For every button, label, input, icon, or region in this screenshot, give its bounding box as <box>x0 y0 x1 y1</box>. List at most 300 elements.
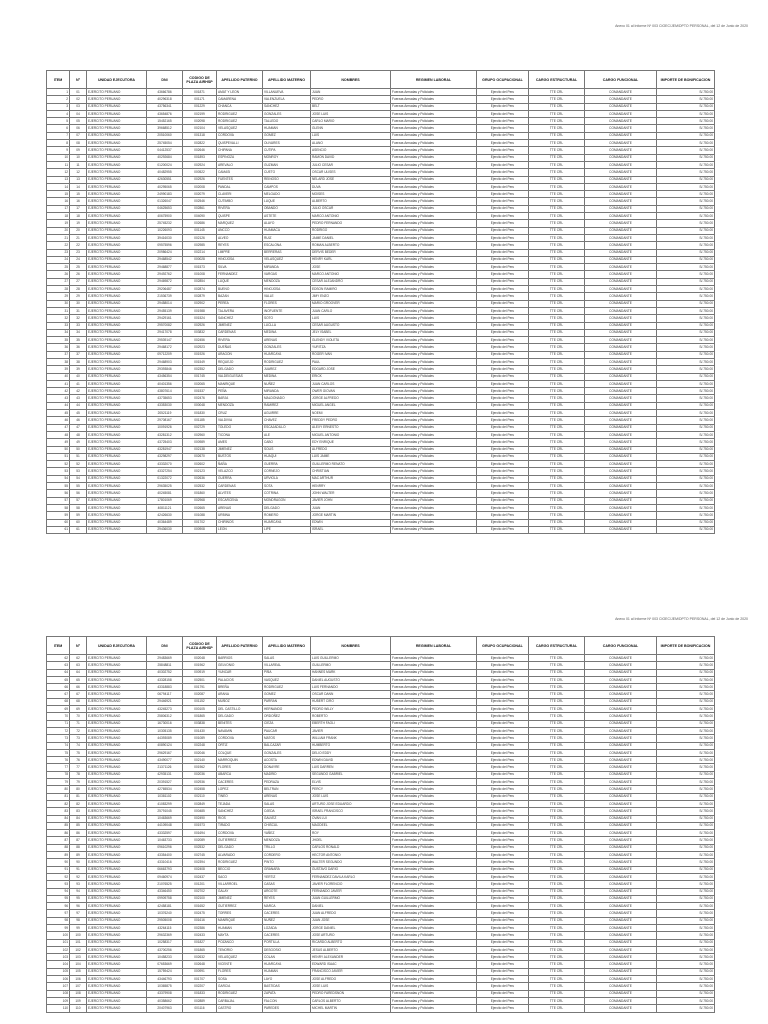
unidad-cell: EJERCITO PERUANO <box>87 720 147 727</box>
cargo-estructural-cell: TTE CRL <box>529 249 585 256</box>
item-cell: 97 <box>47 910 70 917</box>
item-cell: 43 <box>47 395 70 402</box>
regimen-cell: Fuerzas Armadas y Policiales <box>391 380 477 387</box>
cargo-estructural-cell: TTE CRL <box>529 910 585 917</box>
table-row <box>47 662 715 669</box>
grupo-cell: Ejercito del Peru <box>477 337 529 344</box>
paternal-surname-cell: BARRIOS <box>217 655 263 662</box>
cargo-funcional-cell: COMANDANTE <box>585 830 657 837</box>
grupo-cell: Ejercito del Peru <box>477 676 529 683</box>
item-cell: 39 <box>47 366 70 373</box>
cargo-estructural-cell: TTE CRL <box>529 286 585 293</box>
plaza-code-cell: 002476 <box>183 395 217 402</box>
regimen-cell: Fuerzas Armadas y Policiales <box>391 713 477 720</box>
grupo-cell: Ejercito del Peru <box>477 191 529 198</box>
regimen-cell: Fuerzas Armadas y Policiales <box>391 881 477 888</box>
names-cell: LUIS <box>311 315 391 322</box>
names-cell: JUAN <box>311 504 391 511</box>
cargo-funcional-cell: COMANDANTE <box>585 431 657 438</box>
unidad-cell: EJERCITO PERUANO <box>87 961 147 968</box>
number-cell: 01 <box>70 89 87 96</box>
cargo-funcional-cell: COMANDANTE <box>585 380 657 387</box>
table-row <box>47 895 715 902</box>
plaza-code-cell: 002936 <box>183 779 217 786</box>
paternal-surname-cell: CORDOVA <box>217 830 263 837</box>
grupo-cell: Ejercito del Peru <box>477 852 529 859</box>
cargo-funcional-cell: COMANDANTE <box>585 329 657 336</box>
column-header: REGIMEN LABORAL <box>391 637 477 655</box>
names-cell: JAIME DANIEL <box>311 234 391 241</box>
cargo-funcional-cell: COMANDANTE <box>585 300 657 307</box>
importe-cell: S/.750.00 <box>657 453 715 460</box>
importe-cell: S/.750.00 <box>657 110 715 117</box>
grupo-cell: Ejercito del Peru <box>477 512 529 519</box>
item-cell: 84 <box>47 815 70 822</box>
item-cell: 88 <box>47 844 70 851</box>
grupo-cell: Ejercito del Peru <box>477 322 529 329</box>
names-cell: JOSE LUIS <box>311 793 391 800</box>
plaza-code-cell: 001185 <box>183 417 217 424</box>
dni-cell: 29539147 <box>147 337 183 344</box>
number-cell: 29 <box>70 293 87 300</box>
table-row <box>47 366 715 373</box>
plaza-code-cell: 002008 <box>183 183 217 190</box>
cargo-estructural-cell: TTE CRL <box>529 110 585 117</box>
names-cell: ROMAN ALBERTO <box>311 242 391 249</box>
unidad-cell: EJERCITO PERUANO <box>87 706 147 713</box>
importe-cell: S/.750.00 <box>657 410 715 417</box>
dni-cell: 20986424 <box>147 249 183 256</box>
plaza-code-cell: 002408 <box>183 866 217 873</box>
regimen-cell: Fuerzas Armadas y Policiales <box>391 720 477 727</box>
table-row <box>47 293 715 300</box>
item-cell: 48 <box>47 431 70 438</box>
maternal-surname-cell: PINTO <box>263 859 311 866</box>
grupo-cell: Ejercito del Peru <box>477 881 529 888</box>
maternal-surname-cell: VARGAS <box>263 271 311 278</box>
grupo-cell: Ejercito del Peru <box>477 373 529 380</box>
dni-cell: 43298297 <box>147 453 183 460</box>
table-row <box>47 161 715 168</box>
unidad-cell: EJERCITO PERUANO <box>87 366 147 373</box>
item-cell: 45 <box>47 410 70 417</box>
cargo-estructural-cell: TTE CRL <box>529 655 585 662</box>
cargo-estructural-cell: TTE CRL <box>529 895 585 902</box>
table-row <box>47 278 715 285</box>
dni-cell: 09712209 <box>147 351 183 358</box>
importe-cell: S/.750.00 <box>657 497 715 504</box>
column-header: IMPORTE DE BONIFICACION <box>657 71 715 89</box>
item-cell: 67 <box>47 691 70 698</box>
paternal-surname-cell: CASTRO <box>217 1005 263 1012</box>
grupo-cell: Ejercito del Peru <box>477 669 529 676</box>
number-cell: 69 <box>70 706 87 713</box>
importe-cell: S/.750.00 <box>657 512 715 519</box>
plaza-code-cell: 002386 <box>183 924 217 931</box>
grupo-cell: Ejercito del Peru <box>477 96 529 103</box>
number-cell: 53 <box>70 468 87 475</box>
unidad-cell: EJERCITO PERUANO <box>87 954 147 961</box>
cargo-estructural-cell: TTE CRL <box>529 512 585 519</box>
cargo-funcional-cell: COMANDANTE <box>585 446 657 453</box>
dni-cell: 43318883 <box>147 684 183 691</box>
regimen-cell: Fuerzas Armadas y Policiales <box>391 990 477 997</box>
maternal-surname-cell: DESGOSIO <box>263 946 311 953</box>
plaza-code-cell: 002985 <box>183 242 217 249</box>
regimen-cell: Fuerzas Armadas y Policiales <box>391 786 477 793</box>
unidad-cell: EJERCITO PERUANO <box>87 249 147 256</box>
importe-cell: S/.750.00 <box>657 939 715 946</box>
cargo-funcional-cell: COMANDANTE <box>585 286 657 293</box>
importe-cell: S/.750.00 <box>657 446 715 453</box>
number-cell: 81 <box>70 793 87 800</box>
names-cell: EDGARD JOSE <box>311 366 391 373</box>
importe-cell: S/.750.00 <box>657 234 715 241</box>
importe-cell: S/.750.00 <box>657 983 715 990</box>
number-cell: 76 <box>70 757 87 764</box>
table-row <box>47 504 715 511</box>
table-row <box>47 830 715 837</box>
grupo-cell: Ejercito del Peru <box>477 395 529 402</box>
paternal-surname-cell: SOSA <box>217 976 263 983</box>
importe-cell: S/.750.00 <box>657 118 715 125</box>
table-row <box>47 344 715 351</box>
regimen-cell: Fuerzas Armadas y Policiales <box>391 698 477 705</box>
importe-cell: S/.750.00 <box>657 132 715 139</box>
number-cell: 43 <box>70 395 87 402</box>
cargo-estructural-cell: TTE CRL <box>529 446 585 453</box>
maternal-surname-cell: PIÑA <box>263 669 311 676</box>
cargo-estructural-cell: TTE CRL <box>529 234 585 241</box>
cargo-funcional-cell: COMANDANTE <box>585 713 657 720</box>
table-row <box>47 490 715 497</box>
regimen-cell: Fuerzas Armadas y Policiales <box>391 191 477 198</box>
dni-cell: 01200024 <box>147 161 183 168</box>
plaza-code-cell: 001229 <box>183 103 217 110</box>
number-cell: 55 <box>70 483 87 490</box>
cargo-funcional-cell: COMANDANTE <box>585 118 657 125</box>
plaza-code-cell: 002104 <box>183 125 217 132</box>
item-cell: 72 <box>47 727 70 734</box>
plaza-code-cell: 001893 <box>183 154 217 161</box>
cargo-estructural-cell: TTE CRL <box>529 161 585 168</box>
importe-cell: S/.750.00 <box>657 227 715 234</box>
importe-cell: S/.750.00 <box>657 424 715 431</box>
paternal-surname-cell: CARBAJAL <box>217 997 263 1004</box>
names-cell: JUAN GUILLERMO <box>311 895 391 902</box>
number-cell: 103 <box>70 954 87 961</box>
cargo-funcional-cell: COMANDANTE <box>585 793 657 800</box>
dni-cell: 01326047 <box>147 198 183 205</box>
regimen-cell: Fuerzas Armadas y Policiales <box>391 676 477 683</box>
cargo-estructural-cell: TTE CRL <box>529 961 585 968</box>
number-cell: 28 <box>70 286 87 293</box>
table-row <box>47 213 715 220</box>
table-row <box>47 140 715 147</box>
cargo-funcional-cell: COMANDANTE <box>585 932 657 939</box>
item-cell: 81 <box>47 793 70 800</box>
dni-cell: 09909758 <box>147 895 183 902</box>
grupo-cell: Ejercito del Peru <box>477 946 529 953</box>
names-cell: RODRIGO <box>311 227 391 234</box>
cargo-estructural-cell: TTE CRL <box>529 720 585 727</box>
regimen-cell: Fuerzas Armadas y Policiales <box>391 249 477 256</box>
unidad-cell: EJERCITO PERUANO <box>87 830 147 837</box>
importe-cell: S/.750.00 <box>657 852 715 859</box>
table-row <box>47 669 715 676</box>
item-cell: 42 <box>47 388 70 395</box>
plaza-code-cell: 002501 <box>183 676 217 683</box>
dni-cell: 29468172 <box>147 344 183 351</box>
item-cell: 100 <box>47 932 70 939</box>
importe-cell: S/.750.00 <box>657 866 715 873</box>
importe-cell: S/.750.00 <box>657 961 715 968</box>
dni-cell: 42935131 <box>147 771 183 778</box>
table-row <box>47 997 715 1004</box>
column-header: UNIDAD EJECUTORA <box>87 71 147 89</box>
plaza-code-cell: 002458 <box>183 786 217 793</box>
grupo-cell: Ejercito del Peru <box>477 439 529 446</box>
regimen-cell: Fuerzas Armadas y Policiales <box>391 256 477 263</box>
names-cell: NOEMI <box>311 410 391 417</box>
plaza-code-cell: 002248 <box>183 742 217 749</box>
cargo-estructural-cell: TTE CRL <box>529 373 585 380</box>
plaza-code-cell: 002879 <box>183 293 217 300</box>
number-cell: 06 <box>70 125 87 132</box>
cargo-estructural-cell: TTE CRL <box>529 424 585 431</box>
unidad-cell: EJERCITO PERUANO <box>87 227 147 234</box>
unidad-cell: EJERCITO PERUANO <box>87 924 147 931</box>
names-cell: EDWIN <box>311 519 391 526</box>
importe-cell: S/.750.00 <box>657 351 715 358</box>
cargo-funcional-cell: COMANDANTE <box>585 307 657 314</box>
column-header: CODIGO DE PLAZA AIRHSP <box>183 637 217 655</box>
regimen-cell: Fuerzas Armadas y Policiales <box>391 800 477 807</box>
table-row <box>47 220 715 227</box>
number-cell: 79 <box>70 779 87 786</box>
unidad-cell: EJERCITO PERUANO <box>87 242 147 249</box>
dni-cell: 43735653 <box>147 395 183 402</box>
column-header: NOMBRES <box>311 71 391 89</box>
number-cell: 67 <box>70 691 87 698</box>
regimen-cell: Fuerzas Armadas y Policiales <box>391 917 477 924</box>
regimen-cell: Fuerzas Armadas y Policiales <box>391 402 477 409</box>
dni-cell: 15452165 <box>147 118 183 125</box>
dni-cell: 10226093 <box>147 227 183 234</box>
cargo-estructural-cell: TTE CRL <box>529 822 585 829</box>
maternal-surname-cell: ARENAS <box>263 793 311 800</box>
regimen-cell: Fuerzas Armadas y Policiales <box>391 118 477 125</box>
cargo-funcional-cell: COMANDANTE <box>585 110 657 117</box>
grupo-cell: Ejercito del Peru <box>477 446 529 453</box>
cargo-estructural-cell: TTE CRL <box>529 132 585 139</box>
maternal-surname-cell: GRANARA <box>263 866 311 873</box>
cargo-funcional-cell: COMANDANTE <box>585 895 657 902</box>
cargo-estructural-cell: TTE CRL <box>529 89 585 96</box>
importe-cell: S/.750.00 <box>657 706 715 713</box>
maternal-surname-cell: CASAS <box>263 881 311 888</box>
dni-cell: 43725403 <box>147 439 183 446</box>
maternal-surname-cell: MONROY <box>263 154 311 161</box>
grupo-cell: Ejercito del Peru <box>477 519 529 526</box>
item-cell: 85 <box>47 822 70 829</box>
grupo-cell: Ejercito del Peru <box>477 815 529 822</box>
item-cell: 7 <box>47 132 70 139</box>
plaza-code-cell: 002924 <box>183 161 217 168</box>
regimen-cell: Fuerzas Armadas y Policiales <box>391 264 477 271</box>
importe-cell: S/.750.00 <box>657 526 715 533</box>
names-cell: FREDDY PEDRO <box>311 417 391 424</box>
paternal-surname-cell: MENDOZA <box>217 402 263 409</box>
cargo-funcional-cell: COMANDANTE <box>585 512 657 519</box>
grupo-cell: Ejercito del Peru <box>477 837 529 844</box>
dni-cell: 43807614 <box>147 388 183 395</box>
number-cell: 63 <box>70 662 87 669</box>
cargo-estructural-cell: TTE CRL <box>529 337 585 344</box>
paternal-surname-cell: AMES <box>217 439 263 446</box>
maternal-surname-cell: LIPE <box>263 526 311 533</box>
grupo-cell: Ejercito del Peru <box>477 779 529 786</box>
item-cell: 90 <box>47 859 70 866</box>
names-cell: DANIEL AUGUSTO <box>311 676 391 683</box>
plaza-code-cell: 001707 <box>183 976 217 983</box>
maternal-surname-cell: ORDOÑEZ <box>263 713 311 720</box>
importe-cell: S/.750.00 <box>657 256 715 263</box>
names-cell: PEDRO FAREDSNON <box>311 990 391 997</box>
unidad-cell: EJERCITO PERUANO <box>87 322 147 329</box>
item-cell: 101 <box>47 939 70 946</box>
cargo-estructural-cell: TTE CRL <box>529 402 585 409</box>
dni-cell: 24990183 <box>147 191 183 198</box>
regimen-cell: Fuerzas Armadas y Policiales <box>391 954 477 961</box>
importe-cell: S/.750.00 <box>657 176 715 183</box>
paternal-surname-cell: GUERRA <box>217 475 263 482</box>
unidad-cell: EJERCITO PERUANO <box>87 800 147 807</box>
names-cell: JIMY ENZO <box>311 293 391 300</box>
number-cell: 33 <box>70 322 87 329</box>
plaza-code-cell: 002110 <box>183 793 217 800</box>
names-cell: ALFREDO <box>311 446 391 453</box>
dni-cell: 29632369 <box>147 932 183 939</box>
importe-cell: S/.750.00 <box>657 183 715 190</box>
plaza-code-cell: 001745 <box>183 373 217 380</box>
paternal-surname-cell: BENITES <box>217 720 263 727</box>
unidad-cell: EJERCITO PERUANO <box>87 373 147 380</box>
maternal-surname-cell: HUAQUI <box>263 453 311 460</box>
plaza-code-cell: 002352 <box>183 366 217 373</box>
maternal-surname-cell: CHAVEZ <box>263 417 311 424</box>
unidad-cell: EJERCITO PERUANO <box>87 234 147 241</box>
number-cell: 91 <box>70 866 87 873</box>
maternal-surname-cell: HUAMAN <box>263 125 311 132</box>
item-cell: 13 <box>47 176 70 183</box>
maternal-surname-cell: JUAREZ <box>263 366 311 373</box>
names-cell: EDSON RAMIRO <box>311 286 391 293</box>
cargo-estructural-cell: TTE CRL <box>529 380 585 387</box>
importe-cell: S/.750.00 <box>657 300 715 307</box>
regimen-cell: Fuerzas Armadas y Policiales <box>391 322 477 329</box>
table-row <box>47 924 715 931</box>
unidad-cell: EJERCITO PERUANO <box>87 278 147 285</box>
table-row <box>47 512 715 519</box>
cargo-funcional-cell: COMANDANTE <box>585 453 657 460</box>
importe-cell: S/.750.00 <box>657 373 715 380</box>
names-cell: JUAN CARLO <box>311 307 391 314</box>
maternal-surname-cell: VALENZUELA <box>263 96 311 103</box>
column-header: ITEM <box>47 71 70 89</box>
plaza-code-cell: 002532 <box>183 483 217 490</box>
cargo-funcional-cell: COMANDANTE <box>585 293 657 300</box>
paternal-surname-cell: TIRADO <box>217 822 263 829</box>
cargo-estructural-cell: TTE CRL <box>529 431 585 438</box>
unidad-cell: EJERCITO PERUANO <box>87 519 147 526</box>
item-cell: 50 <box>47 446 70 453</box>
cargo-funcional-cell: COMANDANTE <box>585 358 657 365</box>
regimen-cell: Fuerzas Armadas y Policiales <box>391 220 477 227</box>
names-cell: EBERTH FAOLI <box>311 720 391 727</box>
cargo-estructural-cell: TTE CRL <box>529 300 585 307</box>
item-cell: 55 <box>47 483 70 490</box>
maternal-surname-cell: GOMEZ <box>263 691 311 698</box>
importe-cell: S/.750.00 <box>657 380 715 387</box>
plaza-code-cell: 004090 <box>183 213 217 220</box>
table-row <box>47 154 715 161</box>
plaza-code-cell: 002665 <box>183 504 217 511</box>
maternal-surname-cell: ASTETE <box>263 213 311 220</box>
number-cell: 98 <box>70 917 87 924</box>
names-cell: DANIEL <box>311 903 391 910</box>
plaza-code-cell: 002923 <box>183 344 217 351</box>
regimen-cell: Fuerzas Armadas y Policiales <box>391 213 477 220</box>
dni-cell: 40401356 <box>147 380 183 387</box>
maternal-surname-cell: GUZMAN <box>263 161 311 168</box>
table-row <box>47 655 715 662</box>
maternal-surname-cell: HUARCAYA <box>263 519 311 526</box>
cargo-funcional-cell: COMANDANTE <box>585 205 657 212</box>
cargo-funcional-cell: COMANDANTE <box>585 475 657 482</box>
item-cell: 33 <box>47 322 70 329</box>
cargo-estructural-cell: TTE CRL <box>529 997 585 1004</box>
cargo-funcional-cell: COMANDANTE <box>585 322 657 329</box>
paternal-surname-cell: ORTIZ <box>217 742 263 749</box>
number-cell: 82 <box>70 800 87 807</box>
grupo-cell: Ejercito del Peru <box>477 526 529 533</box>
cargo-estructural-cell: TTE CRL <box>529 852 585 859</box>
item-cell: 5 <box>47 118 70 125</box>
table-row <box>47 337 715 344</box>
cargo-estructural-cell: TTE CRL <box>529 453 585 460</box>
number-cell: 71 <box>70 720 87 727</box>
cargo-funcional-cell: COMANDANTE <box>585 468 657 475</box>
table-row <box>47 684 715 691</box>
paternal-surname-cell: HINOJOSA <box>217 256 263 263</box>
regimen-cell: Fuerzas Armadas y Policiales <box>391 749 477 756</box>
unidad-cell: EJERCITO PERUANO <box>87 344 147 351</box>
importe-cell: S/.750.00 <box>657 655 715 662</box>
importe-cell: S/.750.00 <box>657 315 715 322</box>
cargo-estructural-cell: TTE CRL <box>529 271 585 278</box>
paternal-surname-cell: MUÑOZ <box>217 698 263 705</box>
item-cell: 61 <box>47 526 70 533</box>
paternal-surname-cell: AMAT Y LEON <box>217 89 263 96</box>
item-cell: 108 <box>47 990 70 997</box>
plaza-code-cell: 000048 <box>183 402 217 409</box>
dni-cell: 29429161 <box>147 315 183 322</box>
unidad-cell: EJERCITO PERUANO <box>87 808 147 815</box>
item-cell: 64 <box>47 669 70 676</box>
cargo-estructural-cell: TTE CRL <box>529 844 585 851</box>
paternal-surname-cell: DELGADO <box>217 366 263 373</box>
